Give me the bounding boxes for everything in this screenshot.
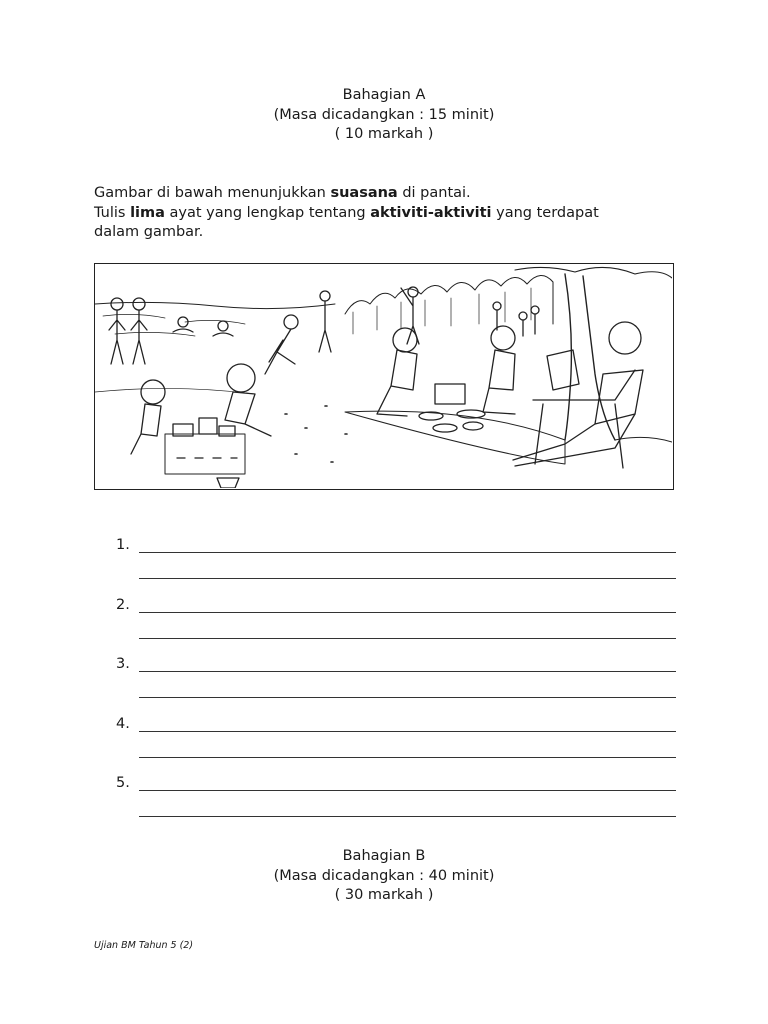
answer-number: 5. bbox=[116, 775, 130, 791]
answer-line[interactable] bbox=[139, 697, 676, 698]
instruction-text: suasana bbox=[330, 185, 398, 201]
answer-line[interactable] bbox=[139, 790, 676, 791]
section-b-header bbox=[0, 847, 768, 906]
answer-number: 2. bbox=[116, 596, 130, 613]
section-b-marks: ( 30 markah ) bbox=[334, 887, 434, 903]
answer-line[interactable] bbox=[139, 816, 676, 817]
instruction-text: aktiviti-aktiviti bbox=[370, 204, 492, 221]
instruction-line-3 bbox=[94, 223, 694, 243]
answer-line[interactable] bbox=[139, 731, 676, 732]
answer-item[interactable] bbox=[116, 596, 676, 656]
answer-number: 3. bbox=[116, 656, 130, 672]
page-footer: Ujian BM Tahun 5 (2) bbox=[94, 940, 194, 951]
answer-line[interactable] bbox=[139, 578, 676, 579]
answer-item[interactable] bbox=[116, 536, 676, 596]
instruction-text: Tulis bbox=[94, 204, 131, 221]
answer-item[interactable] bbox=[116, 715, 676, 775]
section-b-title: Bahagian B bbox=[342, 848, 426, 864]
answer-number: 1. bbox=[116, 537, 130, 553]
answer-item[interactable] bbox=[116, 655, 676, 715]
answer-line[interactable] bbox=[139, 612, 676, 613]
beach-scene-illustration bbox=[94, 263, 674, 490]
answer-line[interactable] bbox=[139, 671, 676, 672]
section-a-title: Bahagian A bbox=[342, 87, 426, 103]
answer-lines bbox=[116, 536, 676, 834]
instruction-text: di pantai. bbox=[397, 185, 471, 201]
section-a-time: (Masa dicadangkan : 15 minit) bbox=[273, 106, 495, 123]
instruction-text: lima bbox=[130, 204, 165, 221]
section-a-header bbox=[0, 86, 768, 145]
answer-number: 4. bbox=[116, 715, 130, 732]
instructions bbox=[94, 184, 694, 243]
instruction-text: yang terdapat bbox=[491, 204, 599, 221]
instruction-text: Gambar di bawah menunjukkan bbox=[94, 185, 331, 201]
answer-item[interactable] bbox=[116, 774, 676, 834]
instruction-text: ayat yang lengkap tentang bbox=[164, 204, 371, 221]
instruction-line-2 bbox=[94, 204, 694, 224]
answer-line[interactable] bbox=[139, 638, 676, 639]
section-a-marks: ( 10 markah ) bbox=[334, 126, 434, 142]
instruction-text: dalam gambar. bbox=[94, 224, 204, 240]
section-b-time: (Masa dicadangkan : 40 minit) bbox=[273, 867, 495, 884]
instruction-line-1 bbox=[94, 184, 694, 204]
answer-line[interactable] bbox=[139, 552, 676, 553]
answer-line[interactable] bbox=[139, 757, 676, 758]
